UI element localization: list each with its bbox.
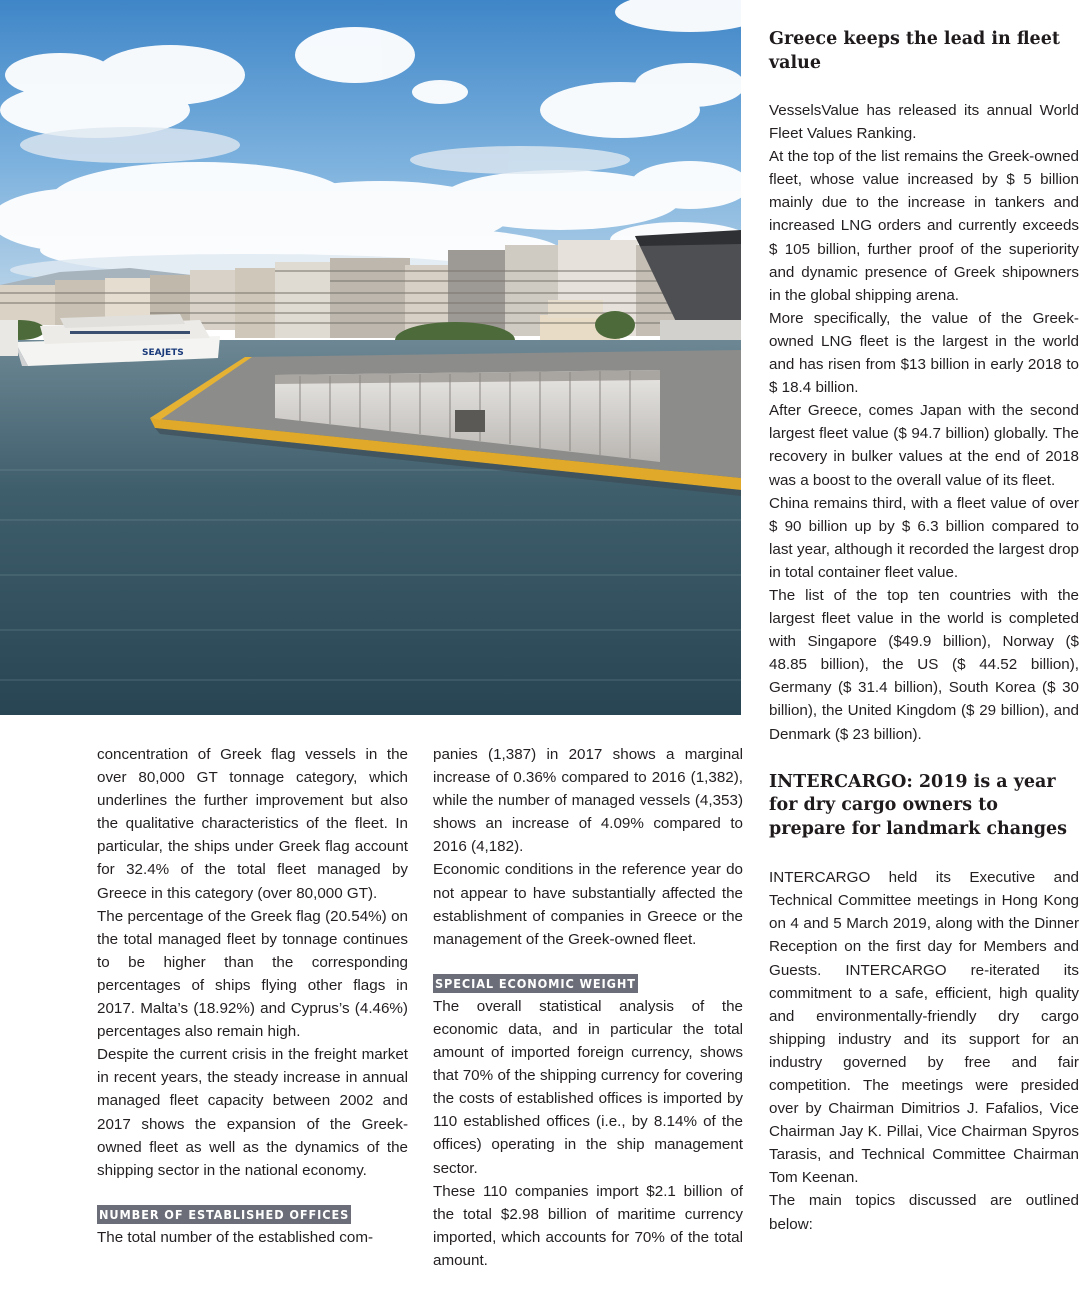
section-subheading: NUMBER OF ESTABLISHED OFFICES — [99, 1206, 350, 1222]
paragraph: The main topics discussed are outlined below: — [769, 1192, 1079, 1233]
subheading-wrapper — [97, 1205, 408, 1224]
section-subheading: SPECIAL ECONOMIC WEIGHT — [435, 975, 636, 991]
harbour-photo-illustration — [0, 0, 741, 715]
paragraph: INTERCARGO held its Executive and Technical Committee meetings in Hong Kong on 4 and 5 March 2019, along with the Dinner Reception on the first day for Members and Guests. INTERCARGO re-iterated its commitment to a safe, efficient, high quality and environmentally-friendly dry cargo shipping industry and its support for an industry governed by free and fair competition. The meetings were presided over by Chairman Dimitrios J. Fafalios, Vice Chairman Jay K. Pillai, Vice Chairman Spyros Tarasis, and Technical Committee Chairman Tom Keenan. — [769, 869, 1079, 1187]
article-column-2 — [433, 743, 743, 1272]
paragraph: The percentage of the Greek flag (20.54%) on the total managed fleet by tonnage continues to be higher than the corresponding percentages of ships flying other flags in 2017. Malta’s (18.92%) and Cyprus’s (4.46%) percentages also remain high. — [97, 907, 408, 1041]
paragraph: Economic conditions in the reference year do not appear to have substantially affected the establishment of companies in Greece or the management of the Greek-owned fleet. — [433, 861, 743, 948]
paragraph: After Greece, comes Japan with the second largest fleet value ($ 94.7 billion) globally. The recovery in bulker values at the end of 2018 was a boost to the overall value of its fleet. — [769, 402, 1079, 489]
paragraph: The overall statistical analysis of the economic data, and in particular the total amount of imported foreign currency, shows that 70% of the shipping currency for covering the costs of established offices is imported by 110 established offices (i.e., by 8.14% of the offices) operating in the ship management sector. — [433, 997, 743, 1177]
paragraph: The list of the top ten countries with the largest fleet value in the world is completed with Singapore ($49.9 billion), Norway ($ 48.85 billion), the US ($ 44.52 billion), Germany ($ 31.4 billion), South Korea ($ 30 billion), the United Kingdom ($ 29 billion), and Denmark ($ 23 billion). — [769, 586, 1079, 743]
paragraph: At the top of the list remains the Greek-owned fleet, whose value increased by $ 5 billion mainly due to the increase in tankers and increased LNG orders and currently exceeds $ 105 billion, further proof of the superiority and dynamic presence of Greek shipowners in the global shipping arena. — [769, 148, 1079, 304]
article-column-3 — [769, 28, 1079, 1236]
harbour-photo — [0, 0, 741, 715]
ferry-brand-label: SEAJETS — [142, 348, 184, 358]
paragraph: The total number of the established com- — [97, 1228, 374, 1246]
paragraph: panies (1,387) in 2017 shows a marginal increase of 0.36% compared to 2016 (1,382), while the number of managed vessels (4,353) shows an increase of 4.09% compared to 2016 (4,182). — [433, 746, 743, 856]
article-headline: Greece keeps the lead in fleet value — [769, 29, 1060, 73]
paragraph: Despite the current crisis in the freight market in recent years, the steady increase in annual managed fleet capacity between 2002 and 2017 shows the expansion of the Greek-owned fleet as well as the dynamics of the shipping sector in the national economy. — [97, 1046, 408, 1179]
paragraph: More specifically, the value of the Greek-owned LNG fleet is the largest in the world and has risen from $13 billion in early 2018 to $ 18.4 billion. — [769, 309, 1079, 397]
article-column-1 — [97, 743, 408, 1249]
paragraph: VesselsValue has released its annual World Fleet Values Ranking. — [769, 102, 1079, 143]
subheading-wrapper — [433, 974, 743, 993]
paragraph: China remains third, with a fleet value of over $ 90 billion up by $ 6.3 billion compared to last year, although it recorded the largest drop in total container fleet value. — [769, 494, 1079, 581]
article-headline: INTERCARGO: 2019 is a year for dry cargo owners to prepare for landmark changes — [769, 771, 1068, 839]
paragraph: concentration of Greek flag vessels in the over 80,000 GT tonnage category, which underlines the further improvement but also the qualitative characteristics of the fleet. In particular, the ships under Greek flag account for 32.4% of the total fleet managed by Greece in this category (over 80,000 GT). — [97, 746, 408, 902]
paragraph: These 110 companies import $2.1 billion of the total $2.98 billion of maritime currency imported, which accounts for 70% of the total amount. — [433, 1182, 743, 1269]
